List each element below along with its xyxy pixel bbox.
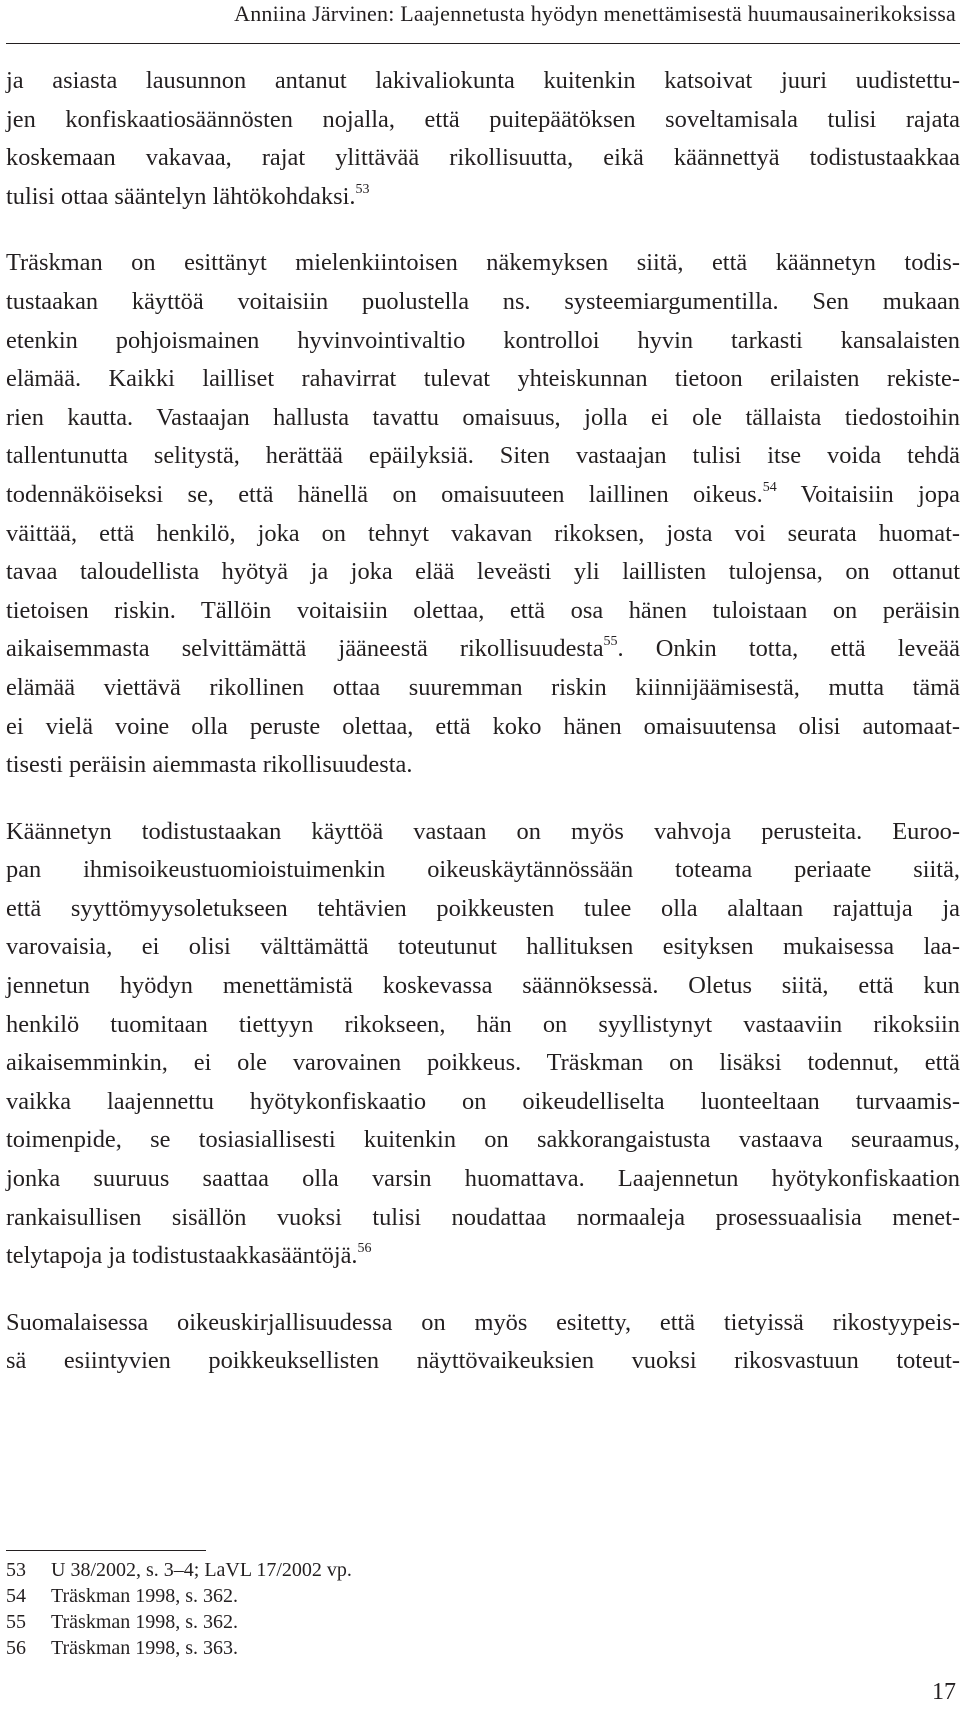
text-segment: todennäköiseksi se, että hänellä on omaisuuteen laillinen oikeus. [6,480,763,508]
text-segment: telytapoja ja todistustaakkasääntöjä. [6,1242,358,1270]
text-line: etenkin pohjoismainen hyvinvointivaltio kontrolloi hyvin tarkasti kansalaisten [6,326,960,354]
footnote-rule [6,1550,206,1551]
paragraph-3 [6,813,960,1276]
paragraph-4 [6,1304,960,1381]
footnote-56 [6,1635,706,1661]
text-segment: aikaisemmasta selvittämättä jääneestä rikollisuudesta [6,635,604,663]
text-segment: tulisi ottaa sääntelyn lähtökohdaksi. [6,182,356,210]
text-line: varovaisia, ei olisi välttämättä toteutunut hallituksen esityksen mukaisessa laa- [6,933,960,961]
text-line: elämää viettävä rikollinen ottaa suuremman riskin kiinnijäämisestä, mutta tämä [6,673,960,701]
text-line: tallentunutta selitystä, herättää epäilyksiä. Siten vastaajan tulisi itse voida tehdä [6,442,960,470]
footnote-number: 53 [6,1559,26,1581]
footnote-53 [6,1557,706,1583]
text-line: elämää. Kaikki lailliset rahavirrat tulevat yhteiskunnan tietoon erilaisten rekiste- [6,365,960,393]
footnote-number: 56 [6,1637,26,1659]
footnote-text: Träskman 1998, s. 362. [51,1585,239,1607]
text-line: jennetun hyödyn menettämistä koskevassa säännöksessä. Oletus siitä, että kun [6,972,960,1000]
footnote-text: Träskman 1998, s. 362. [51,1611,239,1633]
text-line: koskemaan vakavaa, rajat ylittävää rikollisuutta, eikä käännettyä todistustaakkaa [6,144,960,172]
footnote-ref-56: 56 [357,1241,372,1257]
text-line: ja asiasta lausunnon antanut lakivaliokunta kuitenkin katsoivat juuri uudistettu- [6,67,960,94]
text-line [6,630,960,669]
text-segment: Voitaisiin jopa [776,480,960,508]
footnote-54 [6,1583,706,1609]
text-line: tustaakan käyttöä voitaisiin puolustella ns. systeemiargumentilla. Sen mukaan [6,287,960,315]
text-line: ei vielä voine olla peruste olettaa, että koko hänen omaisuutensa olisi automaat- [6,712,960,740]
text-line: sä esiintyvien poikkeuksellisten näyttövaikeuksien vuoksi rikosvastuun toteut- [6,1347,960,1375]
header-rule [6,43,960,44]
text-line: Träskman on esittänyt mielenkiintoisen näkemyksen siitä, että käännetyn todis- [6,249,960,277]
text-line: Suomalaisessa oikeuskirjallisuudessa on myös esitetty, että tietyissä rikostyypeis- [6,1308,960,1336]
text-line: jonka suuruus saattaa olla varsin huomattava. Laajennetun hyötykonfiskaation [6,1165,960,1193]
text-line [6,178,960,217]
body-text [6,62,960,1409]
text-line: Käännetyn todistustaakan käyttöä vastaan on myös vahvoja perusteita. Euroo- [6,817,960,845]
text-line: että syyttömyysoletukseen tehtävien poikkeusten tulee olla alaltaan rajattuja ja [6,894,960,922]
text-line: rien kautta. Vastaajan hallusta tavattu omaisuus, jolla ei ole tällaista tiedostoihin [6,403,960,431]
page-number: 17 [932,1679,956,1705]
text-line: väittää, että henkilö, joka on tehnyt vakavan rikoksen, josta voi seurata huomat- [6,519,960,547]
text-line: tietoisen riskin. Tällöin voitaisiin olettaa, että osa hänen tuloistaan on peräisin [6,596,960,624]
footnotes [6,1557,706,1661]
footnote-ref-53: 53 [355,181,370,197]
text-segment: . Onkin totta, että leveää [617,635,960,663]
paragraph-1 [6,62,960,216]
running-head: Anniina Järvinen: Laajennetusta hyödyn menettämisestä huumausainerikoksissa [234,1,956,26]
text-line [6,1237,960,1276]
text-line: tisesti peräisin aiemmasta rikollisuudesta. [6,751,413,779]
paragraph-2 [6,244,960,784]
text-line: jen konfiskaatiosäännösten nojalla, että puitepäätöksen soveltamisala tulisi rajata [6,105,960,133]
text-line: aikaisemminkin, ei ole varovainen poikkeus. Träskman on lisäksi todennut, että [6,1049,960,1077]
text-line: pan ihmisoikeustuomioistuimenkin oikeuskäytännössään toteama periaate siitä, [6,856,960,884]
text-line: tavaa taloudellista hyötyä ja joka elää leveästi yli laillisten tulojensa, on ottanut [6,558,960,586]
footnote-ref-54: 54 [762,479,777,495]
text-line: vaikka laajennettu hyötykonfiskaatio on oikeudelliselta luonteeltaan turvaamis- [6,1087,960,1115]
text-line: toimenpide, se tosiasiallisesti kuitenkin on sakkorangaistusta vastaava seuraamus, [6,1126,960,1154]
footnote-number: 55 [6,1611,26,1633]
footnote-text: Träskman 1998, s. 363. [51,1637,239,1659]
text-line: henkilö tuomitaan tiettyyn rikokseen, hän on syyllistynyt vastaaviin rikoksiin [6,1010,960,1038]
text-line: rankaisullisen sisällön vuoksi tulisi noudattaa normaaleja prosessuaalisia menet- [6,1203,960,1231]
footnote-number: 54 [6,1585,26,1607]
footnote-text: U 38/2002, s. 3–4; LaVL 17/2002 vp. [51,1559,352,1581]
text-line [6,476,960,515]
footnote-55 [6,1609,706,1635]
footnote-ref-55: 55 [603,634,618,650]
